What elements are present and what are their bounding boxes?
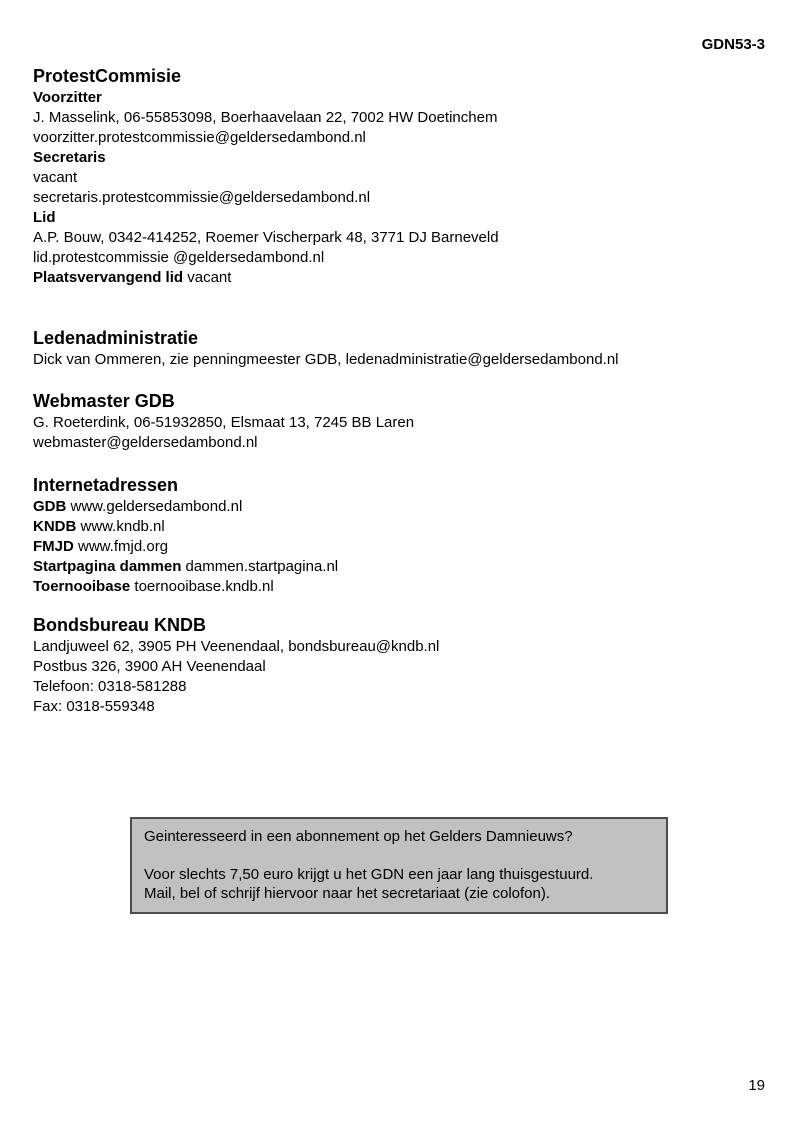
line-text: secretaris.protestcommissie@geldersedambond.nl: [33, 189, 371, 206]
website-line: [33, 557, 773, 577]
website-line: [33, 497, 773, 517]
address-line: [33, 637, 773, 657]
section-title: Ledenadministratie: [33, 328, 199, 348]
site-label: FMJD: [33, 538, 74, 555]
section-title: Internetadressen: [33, 475, 179, 495]
section-bondsbureau-kndb: [33, 613, 773, 717]
section-internetadressen: [33, 473, 773, 597]
role-line: [33, 208, 773, 228]
email-line: [33, 248, 773, 268]
email-line: [33, 128, 773, 148]
line-text: Telefoon: 0318-581288: [33, 678, 187, 695]
site-url: www.kndb.nl: [76, 518, 165, 535]
role-label: Plaatsvervangend lid: [33, 269, 184, 286]
section-ledenadministratie: [33, 326, 773, 370]
line-text: Landjuweel 62, 3905 PH Veenendaal, bondsbureau@kndb.nl: [33, 638, 440, 655]
role-label: Lid: [33, 209, 56, 226]
notice-offer: Voor slechts 7,50 euro krijgt u het GDN een jaar lang thuisgestuurd.: [144, 866, 594, 883]
line-text: Dick van Ommeren, zie penningmeester GDB, ledenadministratie@geldersedambond.nl: [33, 351, 619, 368]
role-label: Secretaris: [33, 149, 106, 166]
site-label: Startpagina dammen: [33, 558, 182, 575]
line-text: J. Masselink, 06-55853098, Boerhaavelaan 22, 7002 HW Doetinchem: [33, 109, 498, 126]
section-title: ProtestCommisie: [33, 66, 182, 86]
notice-question: Geinteresseerd in een abonnement op het Gelders Damnieuws?: [144, 828, 573, 845]
phone-line: [33, 677, 773, 697]
line-text: voorzitter.protestcommissie@geldersedambond.nl: [33, 129, 366, 146]
contact-line: [33, 413, 773, 433]
line-text: Fax: 0318-559348: [33, 698, 155, 715]
vacancy-line: [33, 168, 773, 188]
website-line: [33, 577, 773, 597]
line-text: Postbus 326, 3900 AH Veenendaal: [33, 658, 266, 675]
section-title: Bondsbureau KNDB: [33, 615, 207, 635]
contact-line: [33, 228, 773, 248]
role-line: [33, 88, 773, 108]
notice-instruction: Mail, bel of schrijf hiervoor naar het secretariaat (zie colofon).: [144, 885, 551, 902]
site-label: GDB: [33, 498, 67, 515]
site-url: toernooibase.kndb.nl: [130, 578, 274, 595]
site-url: www.fmjd.org: [73, 538, 169, 555]
document-reference: GDN53-3: [701, 36, 765, 53]
site-label: KNDB: [33, 518, 77, 535]
page-number: 19: [748, 1077, 765, 1094]
notice-spacer: [144, 846, 654, 865]
address-line: [33, 657, 773, 677]
line-text: lid.protestcommissie @geldersedambond.nl: [33, 249, 325, 266]
line-text: vacant: [183, 269, 232, 286]
section-title: Webmaster GDB: [33, 391, 175, 411]
line-text: A.P. Bouw, 0342-414252, Roemer Vischerpark 48, 3771 DJ Barneveld: [33, 229, 499, 246]
section-webmaster-gdb: [33, 389, 773, 453]
website-line: [33, 537, 773, 557]
subscription-notice-box: [130, 817, 668, 914]
role-line: [33, 148, 773, 168]
site-url: www.geldersedambond.nl: [66, 498, 243, 515]
contact-line: [33, 350, 773, 370]
document-content: [33, 64, 773, 717]
email-line: [33, 188, 773, 208]
line-text: G. Roeterdink, 06-51932850, Elsmaat 13, 7245 BB Laren: [33, 414, 415, 431]
fax-line: [33, 697, 773, 717]
line-text: webmaster@geldersedambond.nl: [33, 434, 258, 451]
section-protestcommisie: [33, 64, 773, 288]
role-label: Voorzitter: [33, 89, 102, 106]
contact-line: [33, 108, 773, 128]
site-label: Toernooibase: [33, 578, 131, 595]
role-line: [33, 268, 773, 288]
website-line: [33, 517, 773, 537]
site-url: dammen.startpagina.nl: [181, 558, 339, 575]
email-line: [33, 433, 773, 453]
line-text: vacant: [33, 169, 78, 186]
